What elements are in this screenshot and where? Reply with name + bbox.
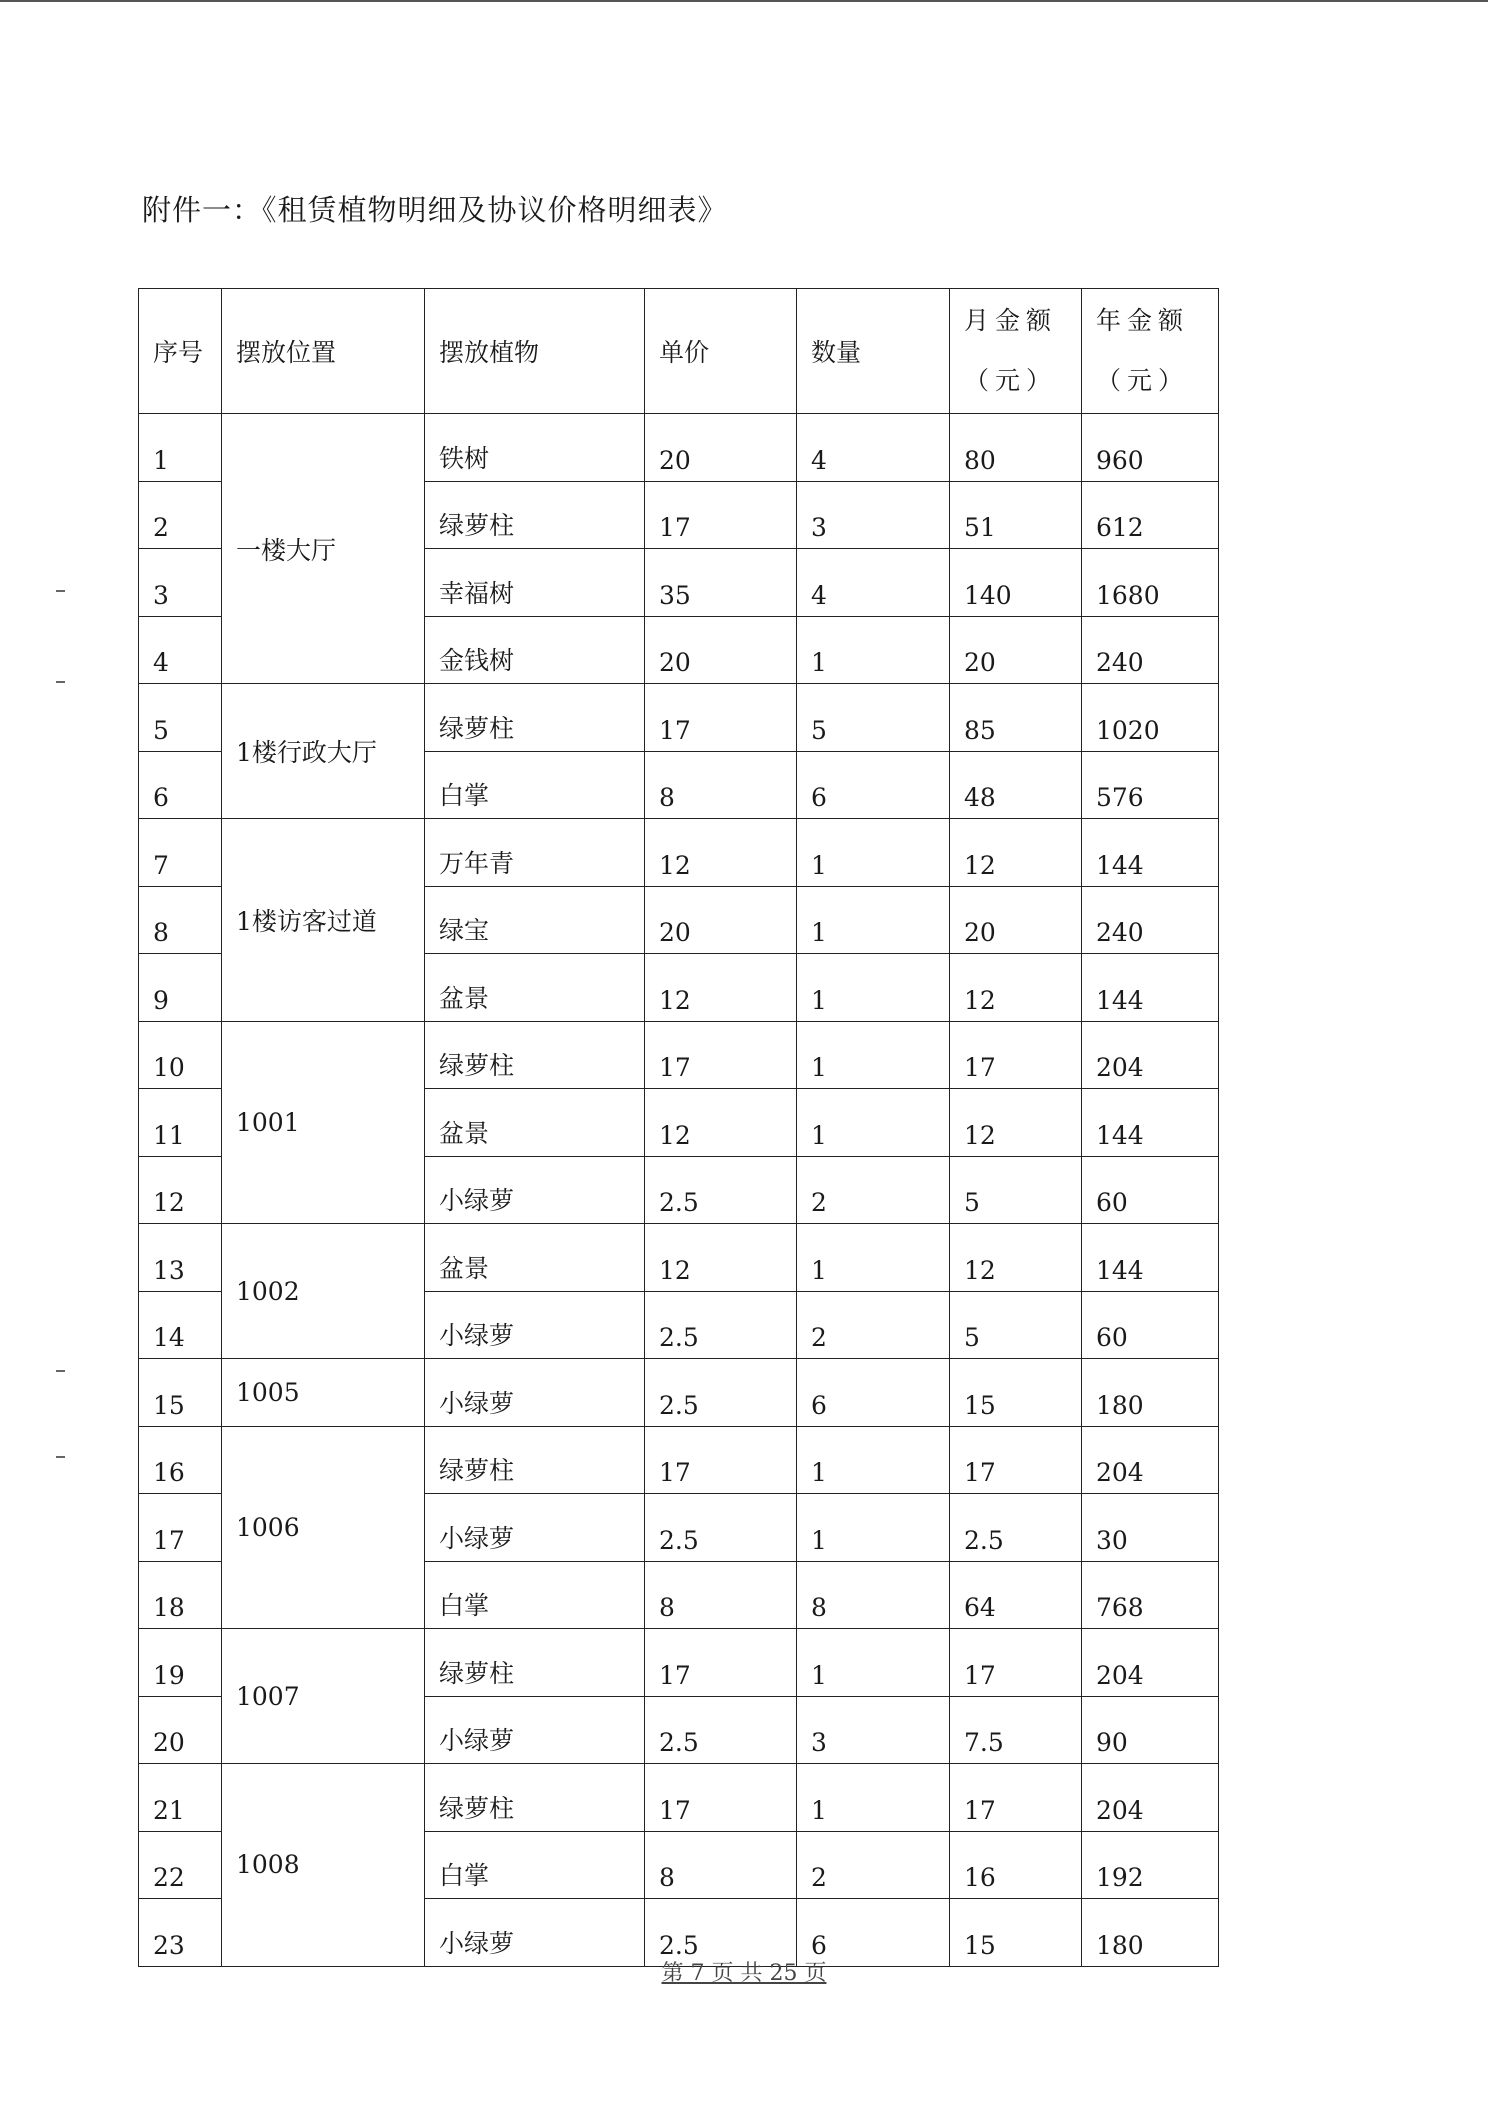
- cell-monthly-amount: 5: [950, 1156, 1082, 1224]
- cell-plant: 小绿萝: [425, 1291, 645, 1359]
- cell-unit-price: 2.5: [645, 1291, 797, 1359]
- cell-monthly-amount: 5: [950, 1291, 1082, 1359]
- cell-quantity: 1: [797, 1224, 950, 1292]
- cell-monthly-amount: 15: [950, 1359, 1082, 1427]
- cell-monthly-amount: 16: [950, 1831, 1082, 1899]
- cell-index: 11: [139, 1089, 222, 1157]
- cell-plant: 小绿萝: [425, 1696, 645, 1764]
- cell-location: 1008: [222, 1764, 425, 1967]
- cell-unit-price: 2.5: [645, 1494, 797, 1562]
- cell-unit-price: 2.5: [645, 1359, 797, 1427]
- header-annual-line2: （元）: [1096, 366, 1190, 395]
- document-title: 附件一：《租赁植物明细及协议价格明细表》: [142, 193, 728, 227]
- scan-mark: [56, 1370, 65, 1372]
- cell-annual-amount: 612: [1082, 481, 1219, 549]
- cell-quantity: 2: [797, 1156, 950, 1224]
- cell-annual-amount: 192: [1082, 1831, 1219, 1899]
- scan-mark: [56, 1456, 65, 1458]
- cell-index: 13: [139, 1224, 222, 1292]
- cell-monthly-amount: 12: [950, 1224, 1082, 1292]
- cell-monthly-amount: 2.5: [950, 1494, 1082, 1562]
- cell-plant: 绿萝柱: [425, 684, 645, 752]
- cell-location: 1楼行政大厅: [222, 684, 425, 819]
- cell-unit-price: 17: [645, 481, 797, 549]
- cell-unit-price: 20: [645, 886, 797, 954]
- cell-quantity: 1: [797, 886, 950, 954]
- cell-unit-price: 17: [645, 1629, 797, 1697]
- cell-monthly-amount: 15: [950, 1899, 1082, 1967]
- cell-quantity: 1: [797, 1426, 950, 1494]
- plant-rental-table: [138, 288, 1219, 1967]
- cell-quantity: 3: [797, 481, 950, 549]
- cell-plant: 绿萝柱: [425, 1629, 645, 1697]
- cell-unit-price: 12: [645, 1089, 797, 1157]
- cell-index: 22: [139, 1831, 222, 1899]
- header-annual-amount: [1082, 289, 1219, 414]
- cell-unit-price: 8: [645, 1831, 797, 1899]
- cell-monthly-amount: 17: [950, 1021, 1082, 1089]
- cell-unit-price: 35: [645, 549, 797, 617]
- cell-monthly-amount: 17: [950, 1629, 1082, 1697]
- scan-mark: [56, 681, 65, 683]
- cell-unit-price: 8: [645, 1561, 797, 1629]
- cell-unit-price: 17: [645, 1021, 797, 1089]
- cell-quantity: 1: [797, 954, 950, 1022]
- cell-plant: 小绿萝: [425, 1899, 645, 1967]
- cell-monthly-amount: 20: [950, 886, 1082, 954]
- table-row: [139, 1629, 1219, 1697]
- cell-quantity: 6: [797, 1359, 950, 1427]
- page-number: 第 7 页 共 25 页: [661, 1961, 827, 1986]
- cell-annual-amount: 144: [1082, 819, 1219, 887]
- cell-monthly-amount: 64: [950, 1561, 1082, 1629]
- cell-annual-amount: 180: [1082, 1899, 1219, 1967]
- cell-plant: 小绿萝: [425, 1494, 645, 1562]
- table-row: [139, 1224, 1219, 1292]
- cell-unit-price: 8: [645, 751, 797, 819]
- cell-annual-amount: 30: [1082, 1494, 1219, 1562]
- cell-annual-amount: 204: [1082, 1426, 1219, 1494]
- cell-quantity: 4: [797, 549, 950, 617]
- cell-location: 1楼访客过道: [222, 819, 425, 1022]
- cell-index: 8: [139, 886, 222, 954]
- cell-index: 1: [139, 414, 222, 482]
- cell-plant: 绿宝: [425, 886, 645, 954]
- cell-annual-amount: 144: [1082, 1224, 1219, 1292]
- cell-quantity: 1: [797, 1021, 950, 1089]
- cell-annual-amount: 1680: [1082, 549, 1219, 617]
- cell-plant: 盆景: [425, 954, 645, 1022]
- cell-annual-amount: 60: [1082, 1156, 1219, 1224]
- header-monthly-line1: 月金额: [964, 306, 1058, 335]
- table-row: [139, 414, 1219, 482]
- cell-quantity: 8: [797, 1561, 950, 1629]
- cell-quantity: 1: [797, 616, 950, 684]
- cell-quantity: 4: [797, 414, 950, 482]
- cell-plant: 绿萝柱: [425, 1764, 645, 1832]
- cell-quantity: 1: [797, 1089, 950, 1157]
- cell-annual-amount: 90: [1082, 1696, 1219, 1764]
- cell-monthly-amount: 7.5: [950, 1696, 1082, 1764]
- cell-unit-price: 20: [645, 414, 797, 482]
- cell-plant: 绿萝柱: [425, 481, 645, 549]
- cell-unit-price: 12: [645, 1224, 797, 1292]
- cell-plant: 绿萝柱: [425, 1021, 645, 1089]
- cell-index: 5: [139, 684, 222, 752]
- table-row: [139, 684, 1219, 752]
- header-index: 序号: [139, 289, 222, 414]
- header-annual-line1: 年金额: [1096, 306, 1190, 335]
- cell-quantity: 2: [797, 1831, 950, 1899]
- cell-index: 10: [139, 1021, 222, 1089]
- cell-index: 4: [139, 616, 222, 684]
- table-header-row: [139, 289, 1219, 414]
- cell-annual-amount: 204: [1082, 1021, 1219, 1089]
- table-row: [139, 1021, 1219, 1089]
- scan-mark: [56, 590, 65, 592]
- cell-plant: 小绿萝: [425, 1359, 645, 1427]
- cell-annual-amount: 60: [1082, 1291, 1219, 1359]
- cell-monthly-amount: 140: [950, 549, 1082, 617]
- cell-plant: 白掌: [425, 1561, 645, 1629]
- cell-unit-price: 2.5: [645, 1696, 797, 1764]
- header-unit-price: 单价: [645, 289, 797, 414]
- cell-quantity: 1: [797, 819, 950, 887]
- cell-annual-amount: 240: [1082, 886, 1219, 954]
- cell-location: 一楼大厅: [222, 414, 425, 684]
- cell-monthly-amount: 17: [950, 1764, 1082, 1832]
- cell-annual-amount: 144: [1082, 1089, 1219, 1157]
- cell-quantity: 1: [797, 1629, 950, 1697]
- cell-annual-amount: 204: [1082, 1764, 1219, 1832]
- header-plant: 摆放植物: [425, 289, 645, 414]
- cell-unit-price: 17: [645, 1426, 797, 1494]
- cell-monthly-amount: 12: [950, 954, 1082, 1022]
- header-quantity: 数量: [797, 289, 950, 414]
- cell-monthly-amount: 48: [950, 751, 1082, 819]
- cell-location: 1007: [222, 1629, 425, 1764]
- page-top-border: [0, 0, 1488, 2]
- cell-quantity: 2: [797, 1291, 950, 1359]
- cell-plant: 白掌: [425, 751, 645, 819]
- cell-unit-price: 20: [645, 616, 797, 684]
- table-row: [139, 1359, 1219, 1427]
- cell-index: 12: [139, 1156, 222, 1224]
- cell-plant: 幸福树: [425, 549, 645, 617]
- cell-index: 2: [139, 481, 222, 549]
- cell-quantity: 1: [797, 1494, 950, 1562]
- cell-plant: 盆景: [425, 1089, 645, 1157]
- cell-annual-amount: 1020: [1082, 684, 1219, 752]
- cell-unit-price: 12: [645, 954, 797, 1022]
- cell-location: 1001: [222, 1021, 425, 1224]
- cell-plant: 小绿萝: [425, 1156, 645, 1224]
- cell-annual-amount: 240: [1082, 616, 1219, 684]
- header-monthly-line2: （元）: [964, 366, 1058, 395]
- cell-quantity: 6: [797, 1899, 950, 1967]
- cell-index: 6: [139, 751, 222, 819]
- cell-unit-price: 12: [645, 819, 797, 887]
- cell-plant: 金钱树: [425, 616, 645, 684]
- cell-annual-amount: 180: [1082, 1359, 1219, 1427]
- cell-index: 3: [139, 549, 222, 617]
- cell-quantity: 3: [797, 1696, 950, 1764]
- cell-quantity: 1: [797, 1764, 950, 1832]
- cell-index: 20: [139, 1696, 222, 1764]
- cell-monthly-amount: 12: [950, 819, 1082, 887]
- cell-unit-price: 17: [645, 684, 797, 752]
- cell-annual-amount: 144: [1082, 954, 1219, 1022]
- cell-index: 15: [139, 1359, 222, 1427]
- cell-index: 19: [139, 1629, 222, 1697]
- cell-index: 23: [139, 1899, 222, 1967]
- cell-annual-amount: 204: [1082, 1629, 1219, 1697]
- cell-index: 17: [139, 1494, 222, 1562]
- cell-unit-price: 17: [645, 1764, 797, 1832]
- cell-index: 21: [139, 1764, 222, 1832]
- cell-location: 1005: [222, 1359, 425, 1427]
- table-row: [139, 819, 1219, 887]
- cell-annual-amount: 576: [1082, 751, 1219, 819]
- cell-plant: 白掌: [425, 1831, 645, 1899]
- cell-plant: 万年青: [425, 819, 645, 887]
- cell-location: 1002: [222, 1224, 425, 1359]
- cell-annual-amount: 768: [1082, 1561, 1219, 1629]
- cell-index: 7: [139, 819, 222, 887]
- cell-index: 9: [139, 954, 222, 1022]
- cell-monthly-amount: 51: [950, 481, 1082, 549]
- cell-quantity: 6: [797, 751, 950, 819]
- cell-plant: 铁树: [425, 414, 645, 482]
- header-monthly-amount: [950, 289, 1082, 414]
- cell-location: 1006: [222, 1426, 425, 1629]
- table-row: [139, 1426, 1219, 1494]
- table-body: [139, 414, 1219, 1967]
- cell-monthly-amount: 20: [950, 616, 1082, 684]
- cell-index: 18: [139, 1561, 222, 1629]
- cell-monthly-amount: 85: [950, 684, 1082, 752]
- cell-plant: 绿萝柱: [425, 1426, 645, 1494]
- cell-plant: 盆景: [425, 1224, 645, 1292]
- cell-monthly-amount: 80: [950, 414, 1082, 482]
- cell-monthly-amount: 12: [950, 1089, 1082, 1157]
- cell-index: 16: [139, 1426, 222, 1494]
- cell-monthly-amount: 17: [950, 1426, 1082, 1494]
- cell-annual-amount: 960: [1082, 414, 1219, 482]
- header-location: 摆放位置: [222, 289, 425, 414]
- table-row: [139, 1764, 1219, 1832]
- cell-quantity: 5: [797, 684, 950, 752]
- cell-unit-price: 2.5: [645, 1156, 797, 1224]
- cell-index: 14: [139, 1291, 222, 1359]
- cell-unit-price: 2.5: [645, 1899, 797, 1967]
